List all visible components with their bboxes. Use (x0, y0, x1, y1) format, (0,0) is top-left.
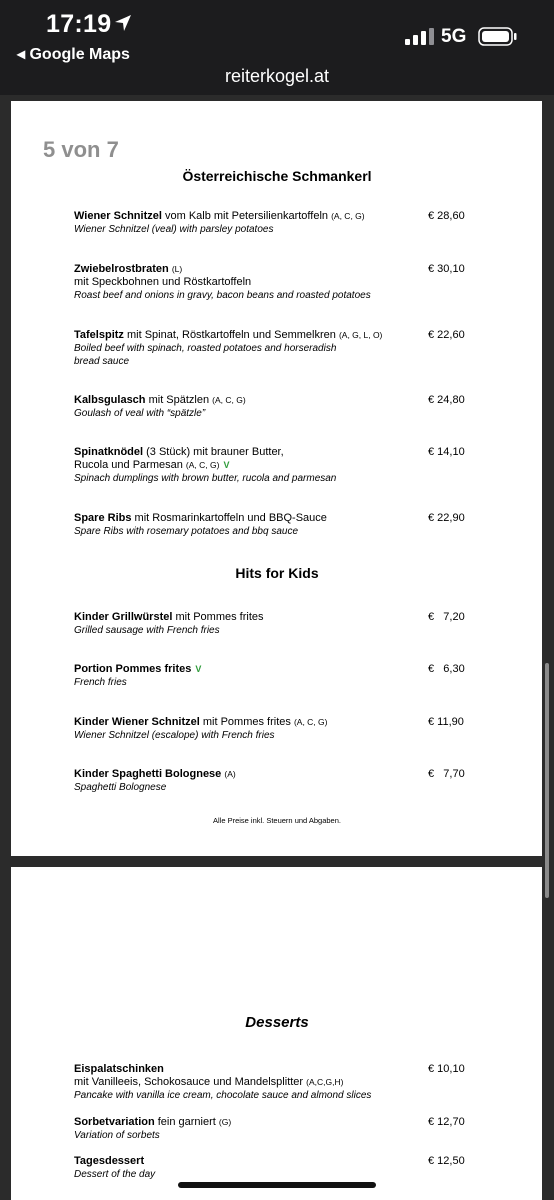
item-name: Eispalatschinken (74, 1063, 164, 1075)
item-english: Goulash of veal with “spätzle” (74, 408, 206, 419)
item-price: € 6,30 (428, 663, 465, 675)
item-price: € 7,70 (428, 768, 465, 780)
item-name: Wiener Schnitzel (74, 210, 162, 222)
item-name: Kinder Grillwürstel (74, 611, 173, 623)
item-description: mit Spinat, Röstkartoffeln und Semmelkren (123, 329, 339, 341)
item-allergens: (A,C,G,H) (306, 1077, 344, 1087)
item-english: Boiled beef with spinach, roasted potatoes and horseradish bread sauce (74, 343, 337, 367)
item-description-line2: Rucola und Parmesan (74, 459, 183, 471)
item-price: € 11,90 (428, 716, 464, 728)
item-description: mit Rosmarinkartoffeln und BBQ-Sauce (131, 512, 327, 524)
network-type: 5G (441, 26, 467, 47)
top-bar (0, 0, 554, 95)
item-allergens: (A, G, L, O) (338, 330, 383, 340)
item-allergens: (L) (171, 264, 183, 274)
menu-item (74, 663, 414, 689)
item-description: mit Pommes frites (199, 716, 294, 728)
back-to-app-link[interactable]: ◂ Google Maps (17, 46, 130, 63)
menu-item (74, 446, 414, 485)
item-english: Spaghetti Bolognese (74, 782, 167, 793)
item-description: vom Kalb mit Petersilienkartoffeln (161, 210, 332, 222)
menu-item (74, 394, 414, 420)
item-price: € 10,10 (428, 1063, 465, 1075)
vegetarian-icon: V (223, 460, 230, 470)
menu-item (74, 716, 414, 742)
item-price: € 14,10 (428, 446, 465, 458)
item-english: Grilled sausage with French fries (74, 625, 220, 636)
vegetarian-icon: V (195, 664, 202, 674)
item-description: mit Spätzlen (145, 394, 213, 406)
item-english: Spinach dumplings with brown butter, rucola and parmesan (74, 473, 337, 484)
item-english: Variation of sorbets (74, 1130, 160, 1141)
item-english: Dessert of the day (74, 1169, 156, 1180)
item-price: € 22,90 (428, 512, 465, 524)
item-english: Wiener Schnitzel (veal) with parsley potatoes (74, 224, 274, 235)
menu-item (74, 210, 414, 236)
item-allergens: (A) (224, 769, 236, 779)
status-time: 17:19 (46, 10, 112, 38)
item-english: French fries (74, 677, 127, 688)
item-description-line2: mit Vanilleeis, Schokosauce und Mandelsplitter (74, 1076, 307, 1088)
item-name: Kinder Wiener Schnitzel (74, 716, 200, 728)
item-english: Wiener Schnitzel (escalope) with French fries (74, 730, 275, 741)
section-heading: Desserts (245, 1014, 309, 1031)
item-name: Kalbsgulasch (74, 394, 146, 406)
menu-item (74, 1155, 414, 1181)
item-name: Zwiebelrostbraten (74, 263, 169, 275)
signal-bars-icon (405, 28, 435, 45)
item-price: € 12,50 (428, 1155, 465, 1167)
item-price: € 24,80 (428, 394, 465, 406)
home-indicator[interactable] (178, 1182, 376, 1188)
item-price: € 7,20 (428, 611, 465, 623)
item-allergens: (A, C, G) (212, 395, 246, 405)
price-footnote: Alle Preise inkl. Steuern und Abgaben. (212, 816, 341, 825)
menu-item (74, 1063, 424, 1102)
section-heading: Hits for Kids (235, 565, 319, 581)
menu-item (74, 1116, 414, 1142)
menu-item (74, 329, 419, 368)
item-description: (3 Stück) mit brauner Butter, (143, 446, 284, 458)
item-name: Spinatknödel (74, 446, 144, 458)
item-name: Tafelspitz (74, 329, 124, 341)
menu-page (11, 867, 542, 1200)
item-price: € 12,70 (428, 1116, 465, 1128)
menu-item (74, 611, 414, 637)
item-description-line2: mit Speckbohnen und Röstkartoffeln (74, 276, 252, 288)
menu-item (74, 768, 414, 794)
item-allergens: (G) (218, 1117, 232, 1127)
page-indicator: 5 von 7 (43, 137, 119, 162)
location-arrow-icon (114, 14, 132, 32)
item-allergens: (A, C, G) (331, 211, 365, 221)
scrollbar[interactable] (545, 663, 549, 898)
address-bar-url[interactable]: reiterkogel.at (224, 66, 330, 86)
section-heading: Österreichische Schmankerl (182, 168, 372, 184)
item-name: Kinder Spaghetti Bolognese (74, 768, 222, 780)
item-price: € 22,60 (428, 329, 465, 341)
item-name: Spare Ribs (74, 512, 132, 524)
item-price: € 28,60 (428, 210, 465, 222)
menu-item (74, 512, 414, 538)
item-english: Roast beef and onions in gravy, bacon beans and roasted potatoes (74, 290, 371, 301)
item-english: Spare Ribs with rosemary potatoes and bbq sauce (74, 526, 299, 537)
item-allergens: (A, C, G) (185, 460, 220, 470)
menu-item (74, 263, 414, 302)
item-name: Tagesdessert (74, 1155, 145, 1167)
item-name: Portion Pommes frites (74, 663, 192, 675)
item-name: Sorbetvariation (74, 1116, 155, 1128)
item-english: Pancake with vanilla ice cream, chocolate sauce and almond slices (74, 1090, 372, 1101)
battery-icon (478, 27, 518, 46)
item-description: mit Pommes frites (172, 611, 264, 623)
item-allergens: (A, C, G) (293, 717, 328, 727)
item-price: € 30,10 (428, 263, 465, 275)
item-description: fein garniert (154, 1116, 219, 1128)
